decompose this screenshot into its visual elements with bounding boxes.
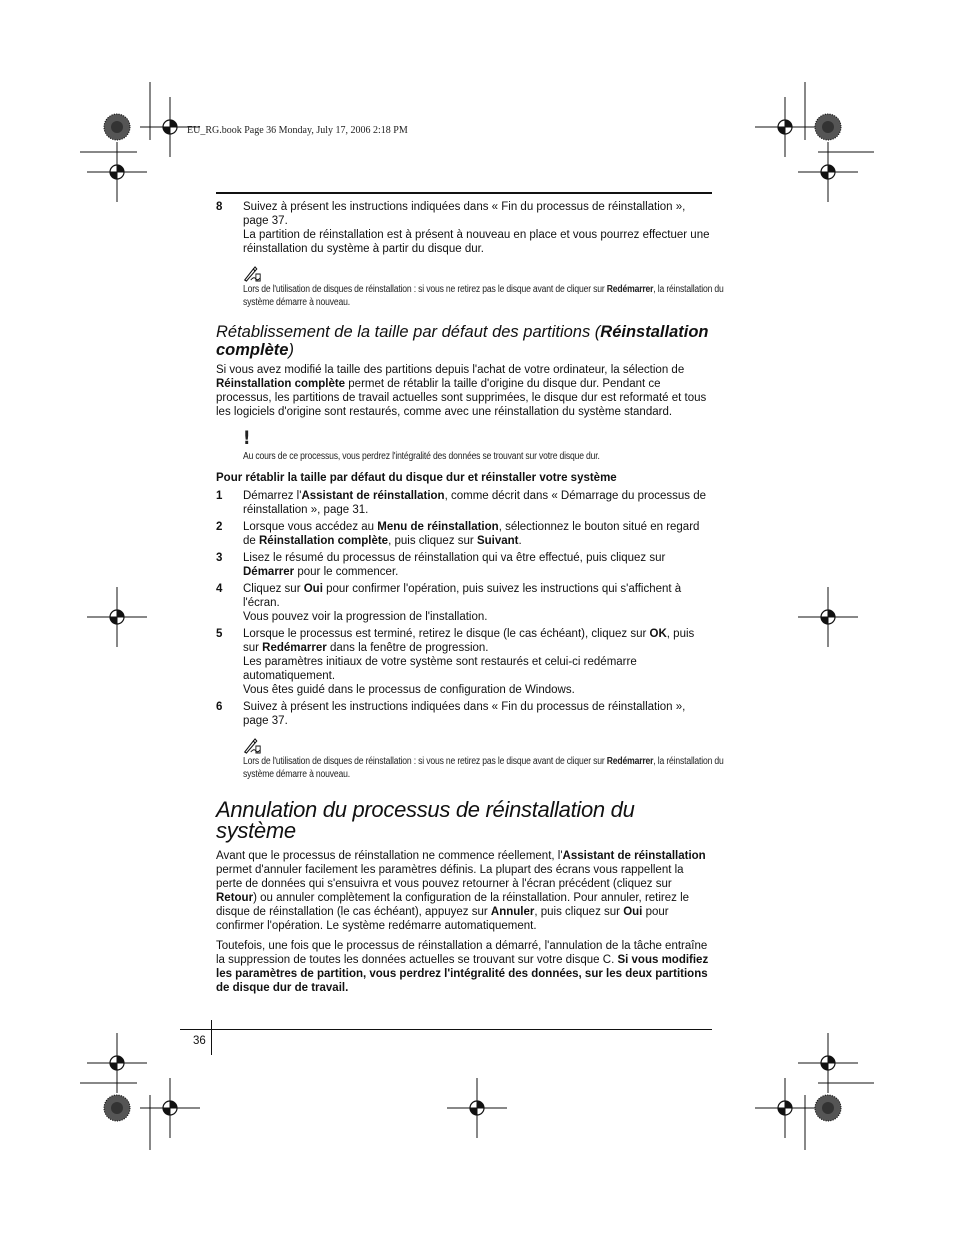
footer-divider <box>211 1020 212 1055</box>
list-item <box>216 582 712 624</box>
step-text: Les paramètres initiaux de votre système sont restaurés et celui-ci redémarre automatiquement. <box>243 656 637 682</box>
list-item <box>216 700 712 728</box>
list-item <box>216 627 712 697</box>
warning-block <box>243 429 734 463</box>
list-item <box>216 200 712 256</box>
book-slug: EU_RG.book Page 36 Monday, July 17, 2006 2:18 PM <box>187 125 408 136</box>
step-text: Lisez le résumé du processus de réinstallation qui va être effectué, puis cliquez sur Démarrer pour le commencer. <box>243 552 666 578</box>
note-block <box>243 738 734 781</box>
step-number: 4 <box>216 583 223 595</box>
step-number: 8 <box>216 201 223 213</box>
chapter-heading: Annulation du processus de réinstallation du système <box>216 797 635 843</box>
procedure-title: Pour rétablir la taille par défaut du disque dur et réinstaller votre système <box>216 472 617 484</box>
section-heading: Rétablissement de la taille par défaut des partitions (Réinstallation complète) <box>216 323 709 359</box>
header-rule <box>216 192 712 194</box>
paragraph: Avant que le processus de réinstallation ne commence réellement, l'Assistant de réinstallation permet d'annuler facilement les paramètres définis. La plupart des écrans vous rappellent la perte de données qui s'ensuivra et vous pouvez retourner à l'écran précédent (cliquez sur Retour) ou annuler complètement la configuration de la réinstallation. Pour annuler, retirez le disque de réinstallation (le cas échéant), appuyez sur Annuler, puis cliquez sur Oui pour confirmer l'opération. Le système redémarre automatiquement. <box>216 850 706 932</box>
step-text: Vous pouvez voir la progression de l'installation. <box>243 611 488 623</box>
step-text: Cliquez sur Oui pour confirmer l'opération, puis suivez les instructions qui s'affichent à l'écran. <box>243 583 682 609</box>
note-text: , la réinstallation du système démarre à nouveau. <box>243 284 724 308</box>
section-intro: Si vous avez modifié la taille des partitions depuis l'achat de votre ordinateur, la sélection de Réinstallation complète permet de rétablir la taille d'origine du disque dur. Pendant ce processus, les partitions de travail actuelles sont supprimées, le disque dur est reformaté et tous les logiciels d'origine sont restaurés, comme avec une réinstallation du système standard. <box>216 364 707 418</box>
page-content <box>216 200 724 1001</box>
pencil-note-icon <box>243 266 262 282</box>
note-bold: Redémarrer <box>606 756 654 767</box>
note-block <box>243 266 734 309</box>
step-text: La partition de réinstallation est à présent à nouveau en place et vous pourrez effectuer une réinstallation du système à partir du disque dur. <box>243 229 710 255</box>
step-text: Suivez à présent les instructions indiquées dans « Fin du processus de réinstallation », page 37. <box>243 701 686 727</box>
note-bold: Redémarrer <box>606 284 654 295</box>
note-text: Lors de l'utilisation de disques de réinstallation : si vous ne retirez pas le disque avant de cliquer sur <box>243 284 607 295</box>
pencil-note-icon <box>243 738 262 754</box>
step-number: 6 <box>216 701 223 713</box>
step-number: 1 <box>216 490 223 502</box>
list-item <box>216 551 712 579</box>
paragraph: Toutefois, une fois que le processus de réinstallation a démarré, l'annulation de la tâche entraîne la suppression de toutes les données actuelles se trouvant sur votre disque C. Si vous modifiez les paramètres de partition, vous perdrez l'intégralité des données, sur les deux partitions de disque dur de travail. <box>216 940 709 994</box>
note-text: , la réinstallation du système démarre à nouveau. <box>243 756 724 780</box>
step-number: 2 <box>216 521 223 533</box>
step-text: Vous êtes guidé dans le processus de configuration de Windows. <box>243 684 575 696</box>
step-number: 5 <box>216 628 223 640</box>
list-item <box>216 520 712 548</box>
page-number: 36 <box>193 1035 206 1047</box>
step-text: Démarrez l'Assistant de réinstallation, comme décrit dans « Démarrage du processus de réinstallation », page 31. <box>243 490 707 516</box>
step-text: Lorsque vous accédez au Menu de réinstallation, sélectionnez le bouton situé en regard de Réinstallation complète, puis cliquez sur Suivant. <box>243 521 700 547</box>
step-text: Lorsque le processus est terminé, retirez le disque (le cas échéant), cliquez sur OK, puis sur Redémarrer dans la fenêtre de progression. <box>243 628 695 654</box>
warning-text: Au cours de ce processus, vous perdrez l'intégralité des données se trouvant sur votre disque dur. <box>243 451 600 462</box>
step-text: Suivez à présent les instructions indiquées dans « Fin du processus de réinstallation », page 37. <box>243 201 686 227</box>
exclamation-icon: ! <box>243 427 251 449</box>
footer-rule <box>180 1029 712 1030</box>
note-text: Lors de l'utilisation de disques de réinstallation : si vous ne retirez pas le disque avant de cliquer sur <box>243 756 607 767</box>
list-item <box>216 489 712 517</box>
step-number: 3 <box>216 552 223 564</box>
